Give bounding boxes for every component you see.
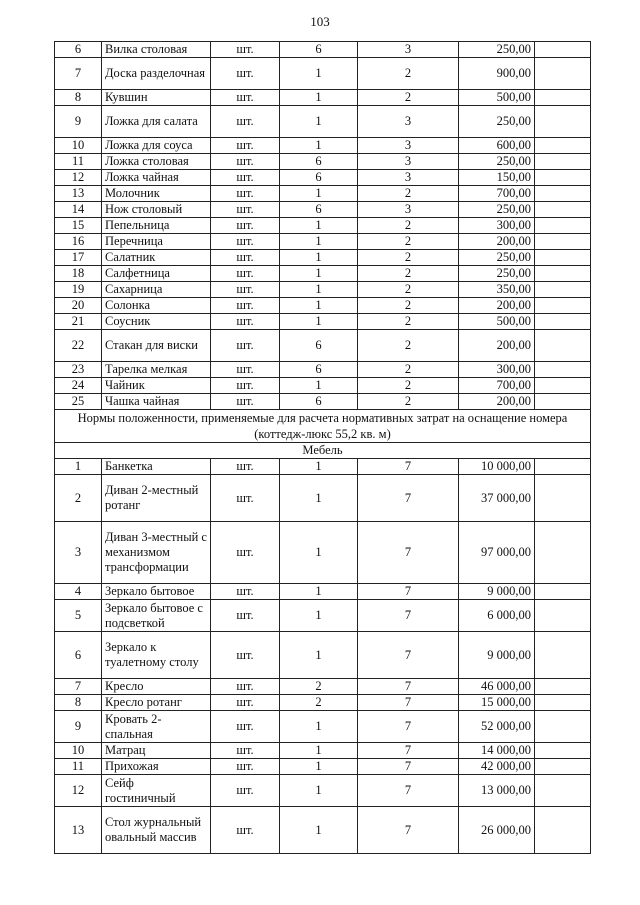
empty-cell (535, 695, 591, 711)
quantity: 1 (280, 632, 358, 679)
unit: шт. (211, 679, 280, 695)
empty-cell (535, 584, 591, 600)
empty-cell (535, 186, 591, 202)
price: 350,00 (459, 282, 535, 298)
unit: шт. (211, 459, 280, 475)
category-row (55, 443, 591, 459)
item-name: Ложка для соуса (102, 138, 211, 154)
item-name: Салатник (102, 250, 211, 266)
quantity: 1 (280, 250, 358, 266)
table-row (55, 202, 591, 218)
item-name: Сахарница (102, 282, 211, 298)
empty-cell (535, 218, 591, 234)
unit: шт. (211, 743, 280, 759)
table-row (55, 711, 591, 743)
service-life: 2 (358, 234, 459, 250)
service-life: 2 (358, 298, 459, 314)
service-life: 3 (358, 202, 459, 218)
table-row (55, 314, 591, 330)
table-row (55, 679, 591, 695)
row-number: 19 (55, 282, 102, 298)
item-name: Ложка чайная (102, 170, 211, 186)
table-row (55, 170, 591, 186)
price: 200,00 (459, 234, 535, 250)
empty-cell (535, 170, 591, 186)
row-number: 9 (55, 711, 102, 743)
item-name: Салфетница (102, 266, 211, 282)
row-number: 10 (55, 138, 102, 154)
table-row (55, 106, 591, 138)
item-name: Нож столовый (102, 202, 211, 218)
table-row (55, 632, 591, 679)
table-row (55, 378, 591, 394)
price: 10 000,00 (459, 459, 535, 475)
unit: шт. (211, 234, 280, 250)
table-row (55, 266, 591, 282)
price: 200,00 (459, 330, 535, 362)
empty-cell (535, 266, 591, 282)
unit: шт. (211, 632, 280, 679)
service-life: 3 (358, 154, 459, 170)
quantity: 1 (280, 759, 358, 775)
row-number: 23 (55, 362, 102, 378)
unit: шт. (211, 695, 280, 711)
row-number: 14 (55, 202, 102, 218)
empty-cell (535, 679, 591, 695)
empty-cell (535, 632, 591, 679)
item-name: Кресло ротанг (102, 695, 211, 711)
service-life: 2 (358, 58, 459, 90)
quantity: 2 (280, 679, 358, 695)
service-life: 7 (358, 459, 459, 475)
unit: шт. (211, 711, 280, 743)
quantity: 6 (280, 330, 358, 362)
price: 9 000,00 (459, 632, 535, 679)
price: 250,00 (459, 202, 535, 218)
table-row (55, 58, 591, 90)
table-row (55, 459, 591, 475)
quantity: 1 (280, 282, 358, 298)
row-number: 22 (55, 330, 102, 362)
price: 97 000,00 (459, 522, 535, 584)
unit: шт. (211, 584, 280, 600)
quantity: 1 (280, 266, 358, 282)
table-row (55, 282, 591, 298)
price: 700,00 (459, 378, 535, 394)
quantity: 1 (280, 314, 358, 330)
unit: шт. (211, 42, 280, 58)
unit: шт. (211, 250, 280, 266)
unit: шт. (211, 202, 280, 218)
price: 500,00 (459, 314, 535, 330)
service-life: 7 (358, 632, 459, 679)
page-number: 103 (310, 14, 330, 29)
unit: шт. (211, 362, 280, 378)
item-name: Солонка (102, 298, 211, 314)
service-life: 7 (358, 584, 459, 600)
quantity: 6 (280, 202, 358, 218)
quantity: 6 (280, 394, 358, 410)
item-name: Соусник (102, 314, 211, 330)
row-number: 10 (55, 743, 102, 759)
section-heading-row (55, 410, 591, 443)
price: 9 000,00 (459, 584, 535, 600)
item-name: Ложка для салата (102, 106, 211, 138)
price: 300,00 (459, 218, 535, 234)
empty-cell (535, 362, 591, 378)
table-row (55, 600, 591, 632)
unit: шт. (211, 394, 280, 410)
service-life: 7 (358, 679, 459, 695)
price: 200,00 (459, 298, 535, 314)
norms-table (54, 41, 591, 854)
unit: шт. (211, 266, 280, 282)
item-name: Перечница (102, 234, 211, 250)
unit: шт. (211, 138, 280, 154)
row-number: 4 (55, 584, 102, 600)
quantity: 6 (280, 170, 358, 186)
table-row (55, 695, 591, 711)
unit: шт. (211, 775, 280, 807)
item-name: Прихожая (102, 759, 211, 775)
empty-cell (535, 42, 591, 58)
item-name: Кровать 2-спальная (102, 711, 211, 743)
price: 42 000,00 (459, 759, 535, 775)
row-number: 6 (55, 42, 102, 58)
table-row (55, 218, 591, 234)
unit: шт. (211, 218, 280, 234)
item-name: Матрац (102, 743, 211, 759)
price: 250,00 (459, 106, 535, 138)
empty-cell (535, 138, 591, 154)
quantity: 2 (280, 695, 358, 711)
item-name: Вилка столовая (102, 42, 211, 58)
price: 6 000,00 (459, 600, 535, 632)
row-number: 12 (55, 775, 102, 807)
unit: шт. (211, 314, 280, 330)
item-name: Кувшин (102, 90, 211, 106)
empty-cell (535, 775, 591, 807)
item-name: Диван 2-местный ротанг (102, 475, 211, 522)
service-life: 2 (358, 362, 459, 378)
service-life: 7 (358, 522, 459, 584)
table-body-furniture (55, 459, 591, 854)
quantity: 1 (280, 90, 358, 106)
row-number: 16 (55, 234, 102, 250)
row-number: 20 (55, 298, 102, 314)
row-number: 6 (55, 632, 102, 679)
service-life: 3 (358, 42, 459, 58)
table-row (55, 394, 591, 410)
service-life: 2 (358, 314, 459, 330)
table-row (55, 186, 591, 202)
table-row (55, 775, 591, 807)
item-name: Доска разделочная (102, 58, 211, 90)
item-name: Банкетка (102, 459, 211, 475)
row-number: 12 (55, 170, 102, 186)
table-row (55, 743, 591, 759)
empty-cell (535, 378, 591, 394)
price: 37 000,00 (459, 475, 535, 522)
quantity: 1 (280, 106, 358, 138)
quantity: 1 (280, 218, 358, 234)
row-number: 21 (55, 314, 102, 330)
item-name: Тарелка мелкая (102, 362, 211, 378)
price: 250,00 (459, 154, 535, 170)
empty-cell (535, 759, 591, 775)
row-number: 2 (55, 475, 102, 522)
service-life: 7 (358, 759, 459, 775)
price: 52 000,00 (459, 711, 535, 743)
table-row (55, 807, 591, 854)
service-life: 2 (358, 266, 459, 282)
unit: шт. (211, 600, 280, 632)
table-body-tableware (55, 42, 591, 410)
price: 250,00 (459, 266, 535, 282)
item-name: Сейф гостиничный (102, 775, 211, 807)
service-life: 2 (358, 250, 459, 266)
quantity: 1 (280, 807, 358, 854)
service-life: 3 (358, 106, 459, 138)
price: 14 000,00 (459, 743, 535, 759)
table-row (55, 138, 591, 154)
unit: шт. (211, 106, 280, 138)
unit: шт. (211, 378, 280, 394)
row-number: 11 (55, 154, 102, 170)
row-number: 9 (55, 106, 102, 138)
item-name: Зеркало бытовое с подсветкой (102, 600, 211, 632)
service-life: 7 (358, 775, 459, 807)
row-number: 18 (55, 266, 102, 282)
price: 26 000,00 (459, 807, 535, 854)
item-name: Зеркало к туалетному столу (102, 632, 211, 679)
item-name: Стакан для виски (102, 330, 211, 362)
service-life: 2 (358, 186, 459, 202)
table-row (55, 330, 591, 362)
unit: шт. (211, 58, 280, 90)
item-name: Чайник (102, 378, 211, 394)
quantity: 1 (280, 58, 358, 90)
table-row (55, 42, 591, 58)
empty-cell (535, 600, 591, 632)
row-number: 7 (55, 679, 102, 695)
row-number: 25 (55, 394, 102, 410)
price: 200,00 (459, 394, 535, 410)
item-name: Ложка столовая (102, 154, 211, 170)
unit: шт. (211, 807, 280, 854)
empty-cell (535, 711, 591, 743)
price: 15 000,00 (459, 695, 535, 711)
row-number: 24 (55, 378, 102, 394)
empty-cell (535, 250, 591, 266)
price: 250,00 (459, 42, 535, 58)
quantity: 1 (280, 743, 358, 759)
quantity: 1 (280, 711, 358, 743)
unit: шт. (211, 475, 280, 522)
quantity: 1 (280, 378, 358, 394)
quantity: 1 (280, 459, 358, 475)
empty-cell (535, 522, 591, 584)
empty-cell (535, 282, 591, 298)
unit: шт. (211, 759, 280, 775)
empty-cell (535, 154, 591, 170)
unit: шт. (211, 282, 280, 298)
empty-cell (535, 106, 591, 138)
quantity: 1 (280, 475, 358, 522)
unit: шт. (211, 298, 280, 314)
quantity: 6 (280, 42, 358, 58)
unit: шт. (211, 330, 280, 362)
service-life: 2 (358, 330, 459, 362)
price: 46 000,00 (459, 679, 535, 695)
table-row (55, 584, 591, 600)
row-number: 11 (55, 759, 102, 775)
table-row (55, 522, 591, 584)
price: 300,00 (459, 362, 535, 378)
service-life: 2 (358, 394, 459, 410)
item-name: Зеркало бытовое (102, 584, 211, 600)
row-number: 17 (55, 250, 102, 266)
price: 500,00 (459, 90, 535, 106)
item-name: Диван 3-местный с механизмом трансформации (102, 522, 211, 584)
row-number: 13 (55, 807, 102, 854)
service-life: 2 (358, 90, 459, 106)
service-life: 2 (358, 378, 459, 394)
quantity: 6 (280, 362, 358, 378)
service-life: 7 (358, 695, 459, 711)
item-name: Чашка чайная (102, 394, 211, 410)
service-life: 7 (358, 711, 459, 743)
service-life: 3 (358, 170, 459, 186)
empty-cell (535, 58, 591, 90)
price: 900,00 (459, 58, 535, 90)
table-row (55, 475, 591, 522)
service-life: 2 (358, 282, 459, 298)
quantity: 6 (280, 154, 358, 170)
quantity: 1 (280, 234, 358, 250)
empty-cell (535, 90, 591, 106)
service-life: 7 (358, 743, 459, 759)
unit: шт. (211, 186, 280, 202)
service-life: 3 (358, 138, 459, 154)
row-number: 15 (55, 218, 102, 234)
item-name: Молочник (102, 186, 211, 202)
unit: шт. (211, 154, 280, 170)
price: 13 000,00 (459, 775, 535, 807)
empty-cell (535, 314, 591, 330)
quantity: 1 (280, 298, 358, 314)
section-heading: Нормы положенности, применяемые для расчета нормативных затрат на оснащение номера (коттедж-люкс 55,2 кв. м) (55, 410, 591, 443)
quantity: 1 (280, 522, 358, 584)
empty-cell (535, 330, 591, 362)
table-row (55, 154, 591, 170)
table-row (55, 90, 591, 106)
row-number: 13 (55, 186, 102, 202)
quantity: 1 (280, 775, 358, 807)
service-life: 7 (358, 807, 459, 854)
price: 150,00 (459, 170, 535, 186)
row-number: 1 (55, 459, 102, 475)
item-name: Кресло (102, 679, 211, 695)
table-row (55, 250, 591, 266)
empty-cell (535, 394, 591, 410)
unit: шт. (211, 90, 280, 106)
quantity: 1 (280, 138, 358, 154)
item-name: Стол журнальный овальный массив (102, 807, 211, 854)
empty-cell (535, 234, 591, 250)
empty-cell (535, 202, 591, 218)
quantity: 1 (280, 584, 358, 600)
empty-cell (535, 743, 591, 759)
unit: шт. (211, 170, 280, 186)
price: 250,00 (459, 250, 535, 266)
service-life: 2 (358, 218, 459, 234)
row-number: 3 (55, 522, 102, 584)
row-number: 5 (55, 600, 102, 632)
table-row (55, 234, 591, 250)
empty-cell (535, 459, 591, 475)
item-name: Пепельница (102, 218, 211, 234)
price: 700,00 (459, 186, 535, 202)
service-life: 7 (358, 475, 459, 522)
quantity: 1 (280, 186, 358, 202)
table-row (55, 298, 591, 314)
row-number: 7 (55, 58, 102, 90)
row-number: 8 (55, 695, 102, 711)
table-row (55, 362, 591, 378)
empty-cell (535, 807, 591, 854)
empty-cell (535, 475, 591, 522)
row-number: 8 (55, 90, 102, 106)
service-life: 7 (358, 600, 459, 632)
quantity: 1 (280, 600, 358, 632)
empty-cell (535, 298, 591, 314)
category-heading: Мебель (55, 443, 591, 459)
price: 600,00 (459, 138, 535, 154)
table-row (55, 759, 591, 775)
unit: шт. (211, 522, 280, 584)
